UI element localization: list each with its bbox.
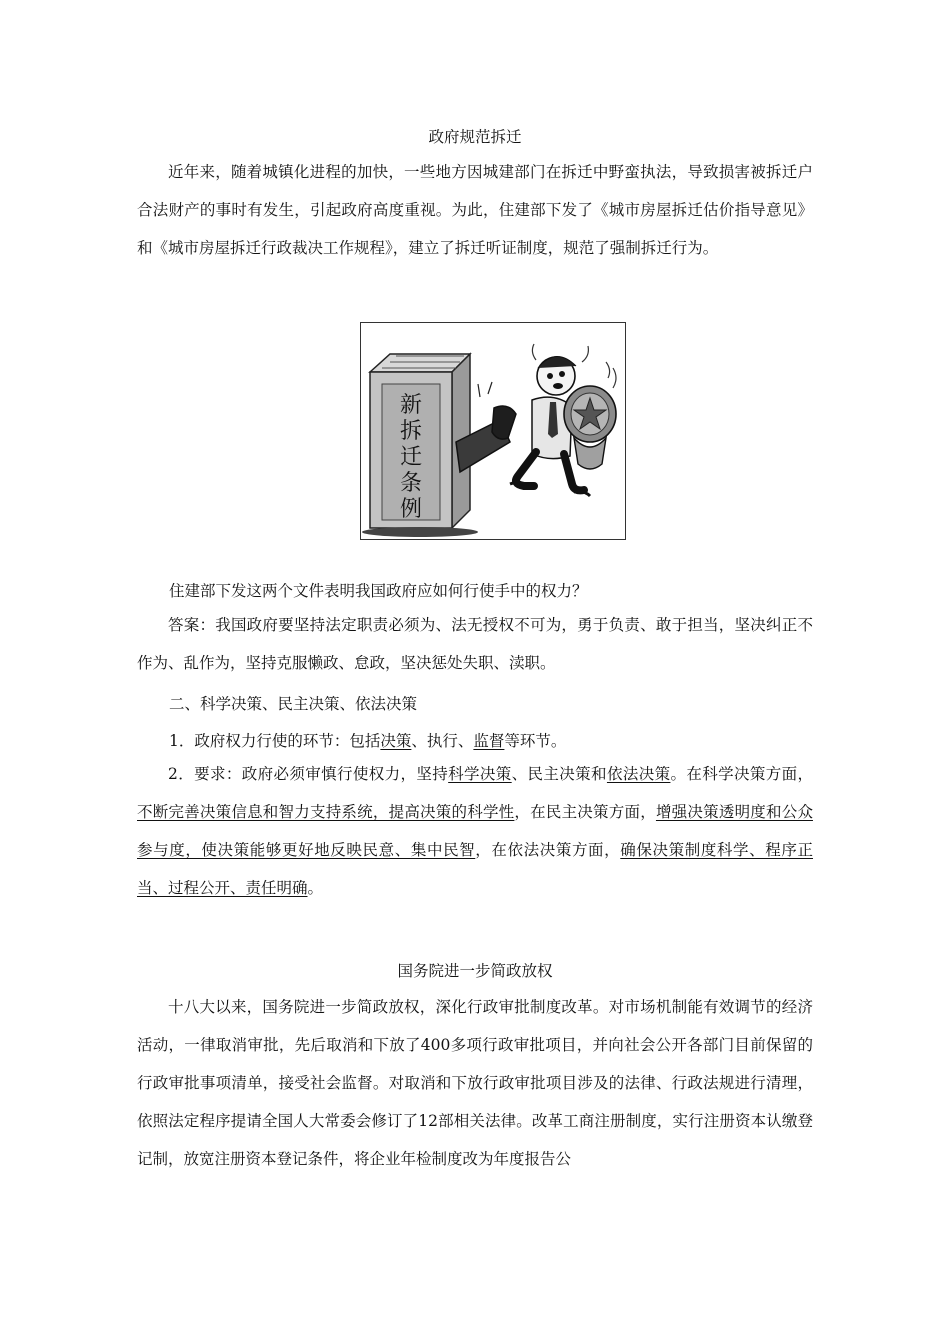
paragraph-state-council: 十八大以来，国务院进一步简政放权，深化行政审批制度改革。对市场机制能有效调节的经济活动，一律取消审批，先后取消和下放了400多项行政审批项目，并向社会公开各部门目前保留的行政审批事项清单，接受社会监督。对取消和下放行政审批项目涉及的法律、行政法规进行清理，依照法定程序提请全国人大常委会修订了12部相关法律。改革工商注册制度，实行注册资本认缴登记制，放宽注册资本登记条件，将企业年检制度改为年度报告公	[137, 998, 813, 1168]
cartoon-illustration	[360, 322, 626, 540]
paragraph-demolition: 近年来，随着城镇化进程的加快，一些地方因城建部门在拆迁中野蛮执法，导致损害被拆迁户合法财产的事时有发生，引起政府高度重视。为此，住建部下发了《城市房屋拆迁估价指导意见》和《城市房屋拆迁行政裁决工作规程》，建立了拆迁听证制度，规范了强制拆迁行为。	[137, 163, 813, 257]
item-2-requirements	[137, 755, 813, 907]
item-1-decision-steps	[169, 730, 566, 752]
underlined-term: 依法决策	[606, 765, 671, 783]
book-char-1: 新	[399, 393, 423, 418]
item-2-text: 。	[307, 879, 324, 897]
book-char-4: 条	[399, 471, 423, 496]
section-title-state-council: 国务院进一步简政放权	[397, 962, 553, 980]
item-1-text: 等环节。	[504, 732, 567, 750]
underlined-phrase: 确保决策制度科学、程序正当、过程公开、责任明确	[137, 841, 813, 897]
book-char-5: 例	[399, 497, 423, 522]
underlined-term: 科学决策	[448, 765, 512, 783]
item-1-text: 、执行、	[411, 732, 474, 750]
underlined-phrase: 增强决策透明度和公众参与度，使决策能够更好地反映民意、集中民智	[137, 803, 813, 859]
answer-paragraph: 答案：我国政府要坚持法定职责必须为、法无授权不可为，勇于负责、敢于担当，坚决纠正不作为、乱作为，坚持克服懒政、怠政，坚决惩处失职、渎职。	[137, 616, 813, 672]
section-heading-decision: 二、科学决策、民主决策、依法决策	[169, 695, 418, 713]
item-2-text: ，在民主决策方面，	[514, 803, 656, 821]
section-title-demolition: 政府规范拆迁	[428, 128, 522, 146]
question-line: 住建部下发这两个文件表明我国政府应如何行使手中的权力？	[169, 582, 588, 600]
underlined-term: 监督	[473, 732, 505, 750]
underlined-phrase: 不断完善决策信息和智力支持系统，提高决策的科学性	[137, 803, 515, 821]
book-char-2: 拆	[399, 419, 423, 444]
book-char-3: 迁	[399, 445, 423, 470]
item-2-text: 。在科学决策方面，	[670, 765, 813, 783]
item-2-text: ，在依法决策方面，	[475, 841, 621, 859]
item-2-text: 2．要求：政府必须审慎行使权力，坚持	[168, 765, 449, 783]
underlined-term: 决策	[380, 732, 412, 750]
item-1-text: 1．政府权力行使的环节：包括	[169, 732, 381, 750]
item-2-text: 、民主决策和	[511, 765, 607, 783]
